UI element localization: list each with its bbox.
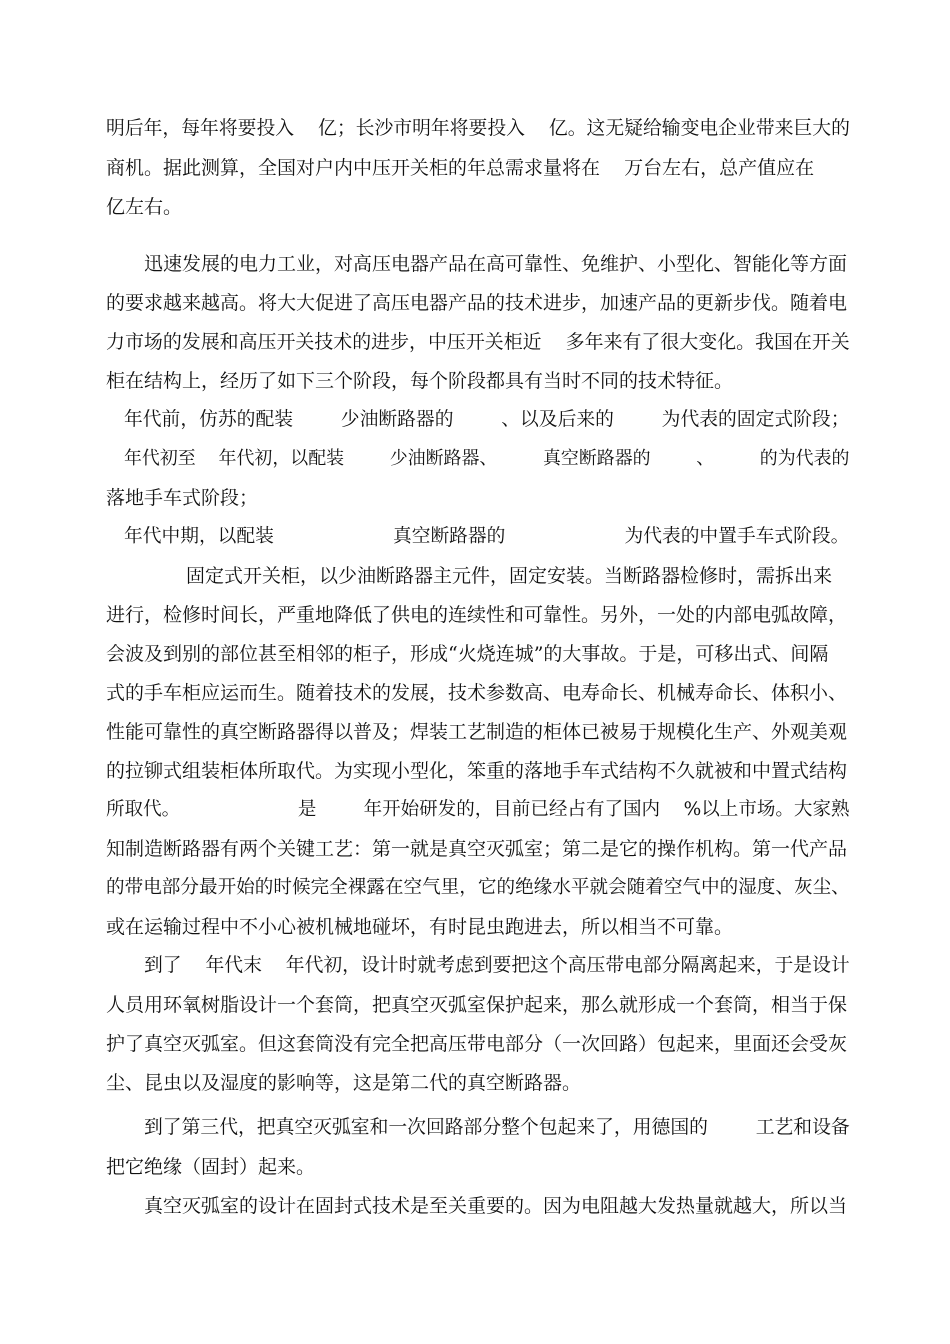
text-line: 的要求越来越高。将大大促进了高压电器产品的技术进步，加速产品的更新步伐。随着电 xyxy=(106,292,848,314)
text-line: 所取代。 是 年开始研发的，目前已经占有了国内 %以上市场。大家熟 xyxy=(106,799,850,820)
text-line: 尘、昆虫以及湿度的影响等，这是第二代的真空断路器。 xyxy=(106,1072,582,1094)
text-line: 把它绝缘（固封）起来。 xyxy=(106,1156,316,1178)
text-line: 年代前，仿苏的配装 少油断路器的 、以及后来的 为代表的固定式阶段； xyxy=(124,409,850,430)
text-line: 性能可靠性的真空断路器得以普及；焊装工艺制造的柜体已被易于规模化生产、外观美观 xyxy=(106,721,848,743)
text-line: 会波及到别的部位甚至相邻的柜子，形成“火烧连城”的大事故。于是，可移出式、间隔 xyxy=(106,643,829,665)
text-line: 商机。据此测算，全国对户内中压开关柜的年总需求量将在 万台左右，总产值应在 xyxy=(106,157,815,179)
text-line: 迅速发展的电力工业，对高压电器产品在高可靠性、免维护、小型化、智能化等方面 xyxy=(144,253,848,275)
text-line: 的带电部分最开始的时候完全裸露在空气里，它的绝缘水平就会随着空气中的湿度、灰尘、 xyxy=(106,877,850,898)
text-line: 到了第三代，把真空灭弧室和一次回路部分整个包起来了，用德国的 工艺和设备 xyxy=(144,1117,850,1138)
text-line: 真空灭弧室的设计在固封式技术是至关重要的。因为电阻越大发热量就越大，所以当 xyxy=(144,1195,848,1217)
text-line: 落地手车式阶段； xyxy=(106,487,259,509)
text-line: 进行，检修时间长，严重地降低了供电的连续性和可靠性。另外，一处的内部电弧故障， xyxy=(106,604,848,626)
text-line: 知制造断路器有两个关键工艺：第一就是真空灭弧室；第二是它的操作机构。第一代产品 xyxy=(106,838,848,860)
text-line: 或在运输过程中不小心被机械地碰坏，有时昆虫跑进去，所以相当不可靠。 xyxy=(106,916,734,938)
text-line: 人员用环氧树脂设计一个套筒，把真空灭弧室保护起来，那么就形成一个套筒，相当于保 xyxy=(106,994,848,1016)
text-line: 式的手车柜应运而生。随着技术的发展，技术参数高、电寿命长、机械寿命长、体积小、 xyxy=(106,682,848,704)
text-line: 年代中期，以配装 真空断路器的 为代表的中置手车式阶段。 xyxy=(124,526,850,547)
text-line: 明后年，每年将要投入 亿；长沙市明年将要投入 亿。这无疑给输变电企业带来巨大的 xyxy=(106,118,850,139)
text-line: 柜在结构上，经历了如下三个阶段，每个阶段都具有当时不同的技术特征。 xyxy=(106,370,734,392)
text-line: 到了 年代末 年代初，设计时就考虑到要把这个高压带电部分隔离起来，于是设计 xyxy=(144,955,850,976)
text-line: 力市场的发展和高压开关技术的进步，中压开关柜近 多年来有了很大变化。我国在开关 xyxy=(106,331,850,353)
text-line: 的拉铆式组装柜体所取代。为实现小型化，笨重的落地手车式结构不久就被和中置式结构 xyxy=(106,760,848,782)
text-line: 护了真空灭弧室。但这套筒没有完全把高压带电部分（一次回路）包起来，里面还会受灰 xyxy=(106,1033,848,1055)
text-line: 固定式开关柜，以少油断路器主元件，固定安装。当断路器检修时，需拆出来 xyxy=(186,565,833,587)
text-line: 年代初至 年代初，以配装 少油断路器、 真空断路器的 、 的为代表的 xyxy=(124,448,850,469)
text-line: 亿左右。 xyxy=(106,196,183,218)
